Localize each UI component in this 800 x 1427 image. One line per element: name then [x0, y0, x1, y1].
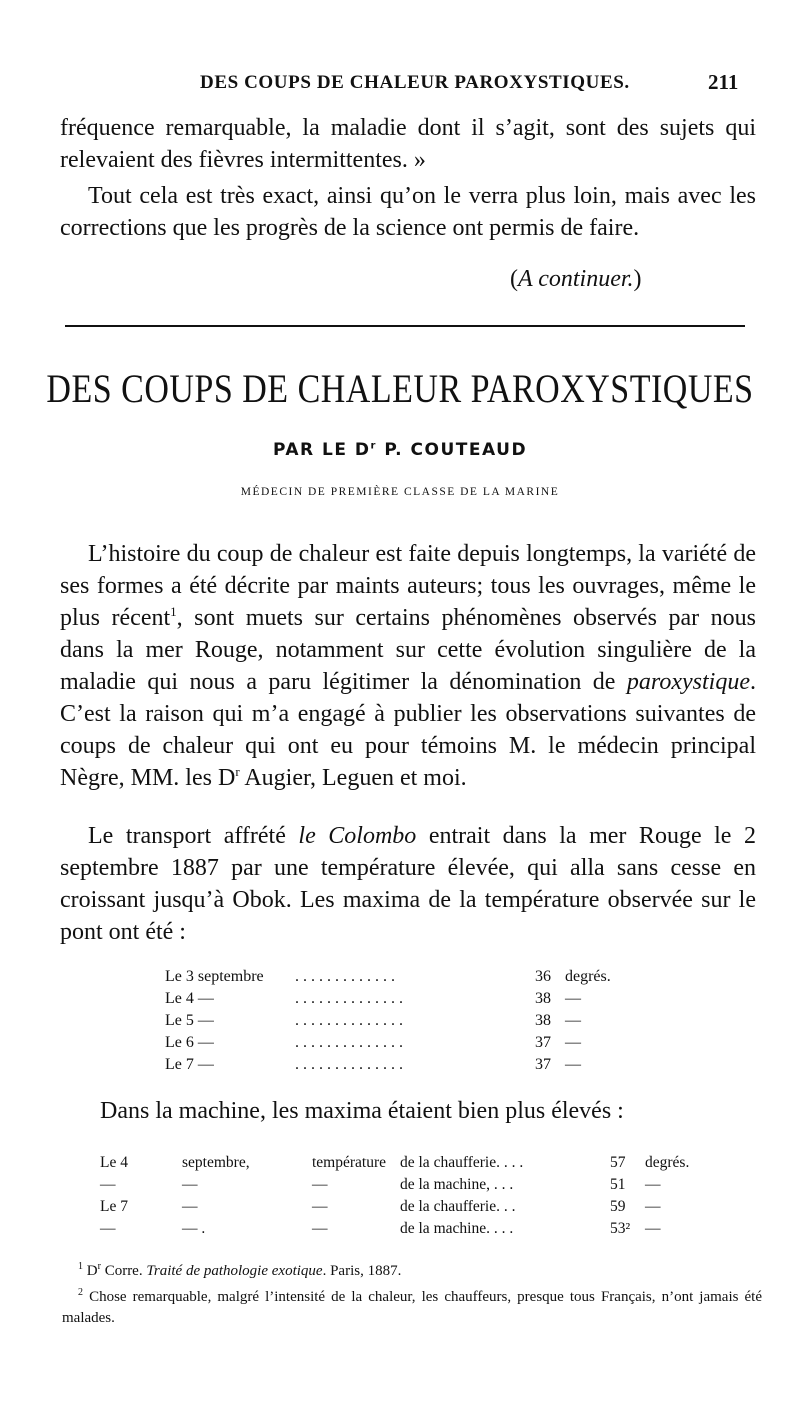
- paragraph-histoire: [60, 538, 756, 794]
- histoire-d: Augier, Leguen et moi.: [239, 765, 467, 791]
- day-label: Le 7 —: [165, 1056, 214, 1073]
- place-label: de la machine, . . .: [400, 1176, 514, 1193]
- month-label: — .: [182, 1220, 206, 1237]
- month-label: —: [182, 1198, 198, 1215]
- day-label: Le 7: [100, 1198, 128, 1215]
- ship-name: le Colombo: [298, 823, 417, 849]
- footnote-mark: 1: [78, 1261, 83, 1272]
- article-title: DES COUPS DE CHALEUR PAROXYSTIQUES: [46, 368, 754, 412]
- day-label: Le 6 —: [165, 1034, 214, 1051]
- footnote-2: [62, 1282, 762, 1329]
- section-divider: [65, 325, 745, 327]
- day-label: Le 4 —: [165, 990, 214, 1007]
- footnote-book-title: Traité de pathologie exotique: [146, 1263, 323, 1279]
- byline: [0, 440, 800, 460]
- temperature-value: 53²: [610, 1220, 631, 1237]
- transport-b: entrait dans la mer Rouge le 2 septembre 1887 par une température élevée, qui alla sans cesse en croissant jusqu’à Obok. Les maxima de la température observée sur le pont ont été :: [60, 823, 757, 945]
- author-name: P. COUTEAUD: [384, 440, 528, 460]
- temperature-unit: —: [645, 1220, 661, 1237]
- paragraph-transport: [60, 820, 756, 948]
- running-head: DES COUPS DE CHALEUR PAROXYSTIQUES.: [200, 72, 630, 93]
- temperature-unit: —: [565, 1056, 581, 1073]
- measure-label: —: [312, 1176, 328, 1193]
- paragraph-continuation: fréquence remarquable, la maladie dont il s’agit, sont des sujets qui relevaient des fièvres intermittentes. »: [60, 115, 756, 173]
- dr-sup: r: [235, 764, 240, 779]
- temperature-unit: degrés.: [565, 968, 611, 985]
- place-label: de la chaufferie. . . .: [400, 1154, 524, 1171]
- footnote-text: D: [86, 1263, 98, 1279]
- temperature-value: 38: [535, 1012, 551, 1029]
- measure-label: température: [312, 1154, 387, 1171]
- to-be-continued: (A continuer.): [510, 266, 642, 292]
- temperature-unit: —: [645, 1176, 661, 1193]
- footnote-ref-1: 1: [170, 604, 177, 619]
- footnote-text: Chose remarquable, malgré l’intensité de la chaleur, les chauffeurs, presque tous Français, n’ont jamais été malades.: [62, 1289, 762, 1326]
- temperature-value: 38: [535, 990, 551, 1007]
- temperature-value: 51: [610, 1176, 626, 1193]
- leader-dots: . . . . . . . . . . . . . .: [295, 990, 403, 1007]
- temperature-value: 59: [610, 1198, 626, 1215]
- place-label: de la chaufferie. . .: [400, 1198, 516, 1215]
- footnote-text: Corre.: [100, 1263, 147, 1279]
- day-label: Le 4: [100, 1154, 128, 1171]
- temperature-unit: —: [645, 1198, 661, 1215]
- footnote-dr-sup: r: [97, 1261, 101, 1272]
- footnotes: [62, 1256, 762, 1329]
- footnote-1: [62, 1256, 762, 1282]
- term-paroxystique: paroxystique: [626, 669, 750, 695]
- to-be-continued-text: A continuer.: [518, 266, 634, 292]
- measure-label: —: [312, 1198, 328, 1215]
- temperature-unit: —: [565, 1012, 581, 1029]
- temperature-unit: degrés.: [645, 1154, 690, 1171]
- paragraph-dans-la-machine: Dans la machine, les maxima étaient bien plus élevés :: [100, 1098, 624, 1124]
- leader-dots: . . . . . . . . . . . . . .: [295, 1012, 403, 1029]
- temperature-unit: —: [565, 990, 581, 1007]
- leader-dots: . . . . . . . . . . . . . .: [295, 1034, 403, 1051]
- histoire-c: . C’est la raison qui m’a engagé à publier les observations suivantes de coups de chaleur qui ont eu pour témoins M. le médecin principal Nègre, MM. les D: [60, 669, 756, 791]
- temperature-value: 37: [535, 1034, 551, 1051]
- author-affiliation: MÉDECIN DE PREMIÈRE CLASSE DE LA MARINE: [240, 486, 560, 498]
- month-label: septembre,: [182, 1154, 250, 1171]
- temperature-value: 36: [535, 968, 551, 985]
- leader-dots: . . . . . . . . . . . . .: [295, 968, 395, 985]
- temperature-value: 37: [535, 1056, 551, 1073]
- byline-prefix: PAR LE D: [272, 440, 371, 460]
- day-label: —: [100, 1220, 116, 1237]
- day-label: Le 5 —: [165, 1012, 214, 1029]
- page-number: 211: [708, 70, 739, 94]
- paragraph-tout-cela: Tout cela est très exact, ainsi qu’on le verra plus loin, mais avec les corrections que les progrès de la science ont permis de faire.: [60, 183, 756, 241]
- month-label: —: [182, 1176, 198, 1193]
- histoire-b: , sont muets sur certains phénomènes observés par nous dans la mer Rouge, notamment sur cette évolution singulière de la maladie qui nous a paru légitimer la dénomination de: [60, 605, 757, 695]
- day-label: Le 3 septembre: [165, 968, 264, 985]
- measure-label: —: [312, 1220, 328, 1237]
- histoire-a: L’histoire du coup de chaleur est faite depuis longtemps, la variété de ses formes a été décrite par maints auteurs; tous les ouvrages, même le plus récent: [60, 541, 756, 631]
- place-label: de la machine. . . .: [400, 1220, 514, 1237]
- day-label: —: [100, 1176, 116, 1193]
- byline-sup: r: [370, 440, 377, 452]
- temperature-unit: —: [565, 1034, 581, 1051]
- temperature-value: 57: [610, 1154, 626, 1171]
- footnote-text: . Paris, 1887.: [322, 1263, 402, 1279]
- footnote-mark: 2: [78, 1287, 83, 1298]
- leader-dots: . . . . . . . . . . . . . .: [295, 1056, 403, 1073]
- transport-a: Le transport affrété: [88, 823, 299, 849]
